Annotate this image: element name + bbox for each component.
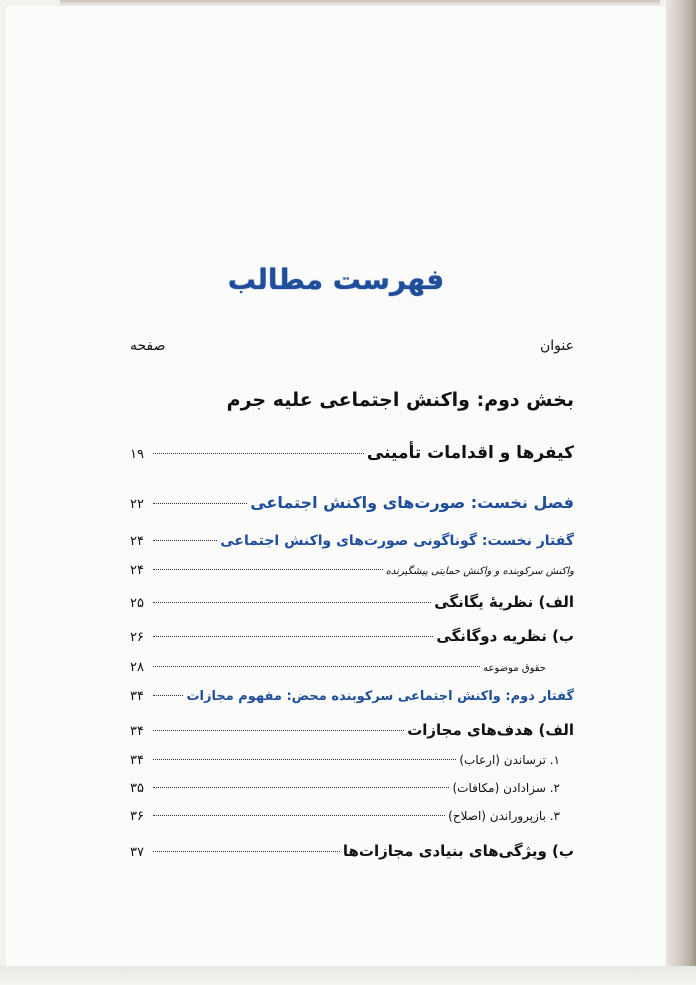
toc-entry — [130, 809, 574, 824]
leader-dots — [153, 666, 480, 667]
leader-dots — [153, 540, 217, 541]
toc-entry-page: ۳۷ — [130, 845, 144, 860]
toc-entry-label: ۳. بازپروراندن (اصلاح) — [448, 809, 560, 823]
toc-entry-label: الف) هدف‌های مجازات — [407, 721, 574, 739]
leader-dots — [153, 453, 364, 454]
toc-entry-page: ۳۴ — [130, 724, 144, 739]
leader-dots — [153, 815, 445, 816]
leader-dots — [153, 730, 404, 731]
toc-entry-label: فصل نخست: صورت‌های واکنش اجتماعی — [250, 493, 574, 512]
toc-entry — [130, 660, 574, 675]
toc-entry — [130, 493, 574, 512]
leader-dots — [153, 503, 247, 504]
toc-entry-label: الف) نظریۀ یگانگی — [434, 593, 574, 611]
toc-entry-label: گفتار نخست: گوناگونی صورت‌های واکنش اجتماعی — [220, 533, 574, 549]
leader-dots — [153, 569, 383, 570]
toc-entry-page: ۳۴ — [130, 689, 144, 704]
toc-entry-label: ب) نظریه دوگانگی — [436, 627, 574, 645]
toc-entry-label: گفتار دوم: واکنش اجتماعی سرکوبنده محض: مفهوم مجازات — [186, 689, 574, 704]
title-column-header: عنوان — [540, 338, 574, 354]
toc-entry — [130, 563, 574, 578]
toc-entry-label: واکنش سرکوبنده و واکنش حمایتی پیشگیرنده — [385, 566, 574, 577]
toc-entry-page: ۲۸ — [130, 660, 144, 675]
leader-dots — [153, 787, 449, 788]
toc-entry — [130, 721, 574, 739]
toc-entry-label: کیفرها و اقدامات تأمینی — [366, 443, 574, 463]
toc-entry-page: ۱۹ — [130, 447, 144, 462]
leader-dots — [153, 636, 433, 637]
toc-entry-page: ۳۵ — [130, 781, 144, 796]
toc-entry — [130, 443, 574, 463]
toc-entry-page: ۲۲ — [130, 497, 144, 512]
toc-entry-label: حقوق موضوعه — [483, 663, 546, 674]
toc-entry-page: ۲۶ — [130, 630, 144, 645]
toc-entry-page: ۳۶ — [130, 809, 144, 824]
toc-entry — [130, 533, 574, 549]
leader-dots — [153, 759, 456, 760]
toc-entry — [130, 593, 574, 611]
book-spine-shadow — [666, 0, 696, 985]
section-heading: بخش دوم: واکنش اجتماعی علیه جرم — [226, 389, 574, 411]
toc-entry-label: ۲. سزادادن (مکافات) — [452, 781, 560, 795]
toc-entry-page: ۲۴ — [130, 563, 144, 578]
toc-entry-page: ۳۴ — [130, 753, 144, 768]
toc-entry-label: ب) ویژگی‌های بنیادی مجازات‌ها — [342, 842, 574, 860]
toc-entry — [130, 781, 574, 796]
page-title: فهرست مطالب — [227, 263, 445, 296]
leader-dots — [153, 602, 431, 603]
toc-entry-label: ۱. ترساندن (ارعاب) — [459, 753, 560, 767]
page-column-header: صفحه — [130, 338, 166, 354]
toc-entry — [130, 842, 574, 860]
leader-dots — [153, 851, 340, 852]
book-page — [6, 6, 666, 966]
leader-dots — [153, 695, 183, 696]
toc-entry — [130, 689, 574, 704]
toc-entry-page: ۲۵ — [130, 596, 144, 611]
toc-entry-page: ۲۴ — [130, 534, 144, 549]
page-bottom-edge — [0, 966, 696, 985]
toc-entry — [130, 753, 574, 768]
toc-entry — [130, 627, 574, 645]
